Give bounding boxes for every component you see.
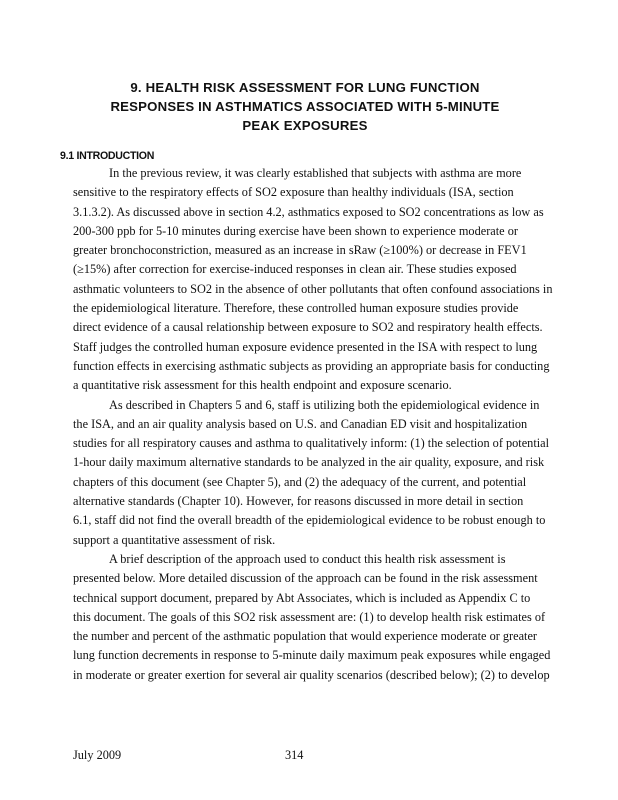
paragraph-line: studies for all respiratory causes and asthma to qualitatively inform: (1) the selection of potential [73,436,550,451]
chapter-title-line-3: PEAK EXPOSURES [242,118,368,133]
paragraph-line: sensitive to the respiratory effects of SO2 exposure than healthy individuals (ISA, section [73,185,514,200]
paragraph-line: alternative standards (Chapter 10). However, for reasons discussed in more detail in section [73,494,524,509]
paragraph-line: chapters of this document (see Chapter 5), and (2) the adequacy of the current, and potential [73,474,527,489]
paragraph-line: 6.1, staff did not find the overall breadth of the epidemiological evidence to be robust enough to [73,513,546,528]
paragraph-line: lung function decrements in response to 5-minute daily maximum peak exposures while engaged [73,648,551,663]
paragraph-line: the number and percent of the asthmatic population that would experience moderate or greater [73,629,538,644]
paragraph-line: presented below. More detailed discussion of the approach can be found in the risk assessment [73,571,538,586]
paragraph-line: support a quantitative assessment of risk. [73,532,276,547]
footer-date: July 2009 [73,748,122,762]
paragraph-line: function effects in exercising asthmatic subjects as providing an appropriate basis for conducting [73,358,550,373]
paragraph [73,396,593,550]
paragraph-line: 200-300 ppb for 5-10 minutes during exercise have been shown to experience moderate or [73,223,518,238]
footer-page-number: 314 [285,748,304,762]
paragraph-line: (≥15%) after correction for exercise-induced responses in clean air. These studies exposed [73,262,517,277]
chapter-title-line-1: 9. HEALTH RISK ASSESSMENT FOR LUNG FUNCTION [130,80,480,95]
paragraph-line: 3.1.3.2). As discussed above in section 4.2, asthmatics exposed to SO2 concentrations as low as [73,204,544,219]
chapter-title [60,78,550,135]
paragraph [73,550,593,685]
paragraph-line: Staff judges the controlled human exposure evidence presented in the ISA with respect to lung [73,339,538,354]
paragraph-line: asthmatic volunteers to SO2 in the absence of other pollutants that often confound associations in [73,281,553,296]
paragraph-line: greater bronchoconstriction, measured as an increase in sRaw (≥100%) or decrease in FEV1 [73,243,527,258]
section-heading: 9.1 INTRODUCTION [60,150,155,162]
paragraph-line: the ISA, and an air quality analysis based on U.S. and Canadian ED visit and hospitalization [73,416,528,431]
paragraph-line: direct evidence of a causal relationship between exposure to SO2 and respiratory health effects. [73,320,543,335]
paragraph-line: the epidemiological literature. Therefore, these controlled human exposure studies provide [73,301,519,316]
body-text [73,164,593,685]
paragraph-line: 1-hour daily maximum alternative standards to be analyzed in the air quality, exposure, and risk [73,455,545,470]
paragraph-line: in moderate or greater exertion for several air quality scenarios (described below); (2) to develop [73,667,550,682]
paragraph [73,164,593,396]
paragraph-line: technical support document, prepared by Abt Associates, which is included as Appendix C to [73,590,531,605]
chapter-title-line-2: RESPONSES IN ASTHMATICS ASSOCIATED WITH 5-MINUTE [110,99,500,114]
paragraph-line: As described in Chapters 5 and 6, staff is utilizing both the epidemiological evidence in [109,397,540,412]
paragraph-line: this document. The goals of this SO2 risk assessment are: (1) to develop health risk estimates of [73,609,546,624]
paragraph-line: In the previous review, it was clearly established that subjects with asthma are more [109,166,522,180]
paragraph-line: A brief description of the approach used to conduct this health risk assessment is [109,551,506,566]
paragraph-line: a quantitative risk assessment for this health endpoint and exposure scenario. [73,378,452,393]
